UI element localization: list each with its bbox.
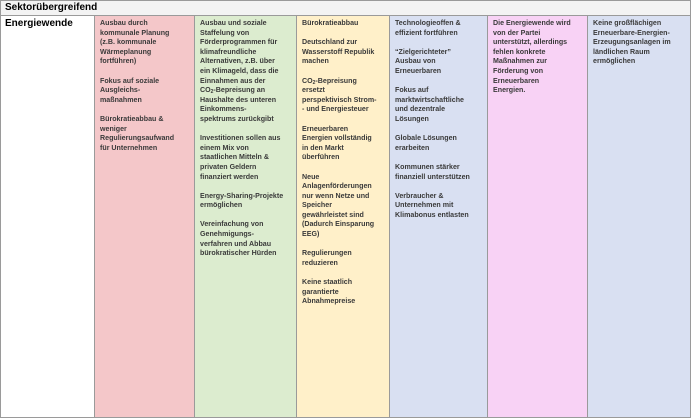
policy-item: Energy-Sharing-Projekte ermöglichen [200,191,284,210]
policy-item: Regulierungen reduzieren [302,249,352,267]
policy-item: Investitionen sollen aus einem Mix von staatlichen Mitteln & privaten Geldern finanziert werden [200,134,281,181]
policy-item: Deutschland zur Wasserstoff Republik machen [302,38,375,66]
policy-item: Fokus auf soziale Ausgleichs- maßnahmen [100,76,160,104]
policy-item: Ausbau durch kommunale Planung (z.B. kommunale Wärmeplanung fortführen) [100,19,170,66]
policy-item: Die Energiewende wird von der Partei unterstützt, allerdings fehlen konkrete Maßnahmen zur Förderung von Erneuerbaren Energien. [493,19,571,95]
party-column-6 [588,16,690,417]
section-header: Sektorübergreifend [1,1,690,16]
party-column-2 [195,16,297,417]
policy-item: Fokus auf marktwirtschaftliche und dezentrale Lösungen [395,86,464,123]
policy-item: Kommunen stärker finanziell unterstützen [395,162,470,181]
policy-item: Globale Lösungen erarbeiten [395,134,457,152]
policy-item: Vereinfachung von Genehmigungs- verfahren und Abbau bürokratischer Hürden [200,220,277,258]
policy-item: Technologieoffen & effizient fortführen [395,19,461,37]
policy-item: Keine großflächigen Erneuerbare-Energien- Erzeugungsanlagen im ländlichen Raum ermöglichen [593,19,671,66]
party-column-3 [297,16,390,417]
row-label: Energiewende [1,16,95,417]
party-column-4 [390,16,488,417]
policy-item: Bürokratieabbau & weniger Regulierungsaufwand für Unternehmen [100,114,175,152]
policy-item: Neue Anlagenförderungen nur wenn Netze und Speicher gewährleistet sind (Dadurch Einsparung EEG) [302,172,375,239]
policy-item: Erneuerbaren Energien vollständig in den Markt überführen [302,124,372,162]
policy-item: Keine staatlich garantierte Abnahmepreise [302,278,356,306]
party-column-5 [488,16,588,417]
policy-item: Ausbau und soziale Staffelung von Förderprogrammen für klimafreundliche Alternativen, z.B. über ein Klimageld, dass die Einnahmen aus der $CO_2$-Bepreisung an Haushalte des unteren Einkommens- spektrums zurückgibt [200,19,279,123]
policy-item: Bürokratieabbau [302,19,359,27]
table-row-energiewende [1,16,690,417]
policy-item: “Zielgerichteter” Ausbau von Erneuerbaren [395,47,451,75]
policy-item: Verbraucher & Unternehmen mit Klimabonus entlasten [395,191,469,219]
party-column-1 [95,16,195,417]
policy-item: $CO_2$-Bepreisung ersetzt perspektivisch Strom- - und Energiesteuer [302,76,377,114]
